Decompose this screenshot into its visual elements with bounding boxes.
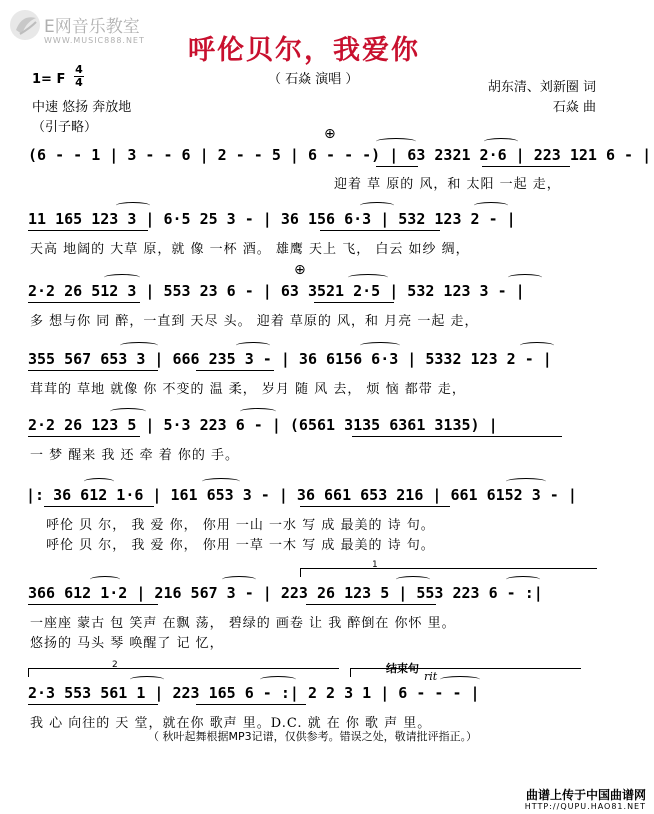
intro-note: （引子略） [32,120,98,135]
slur [116,202,150,209]
lyricist-credit: 胡东清、刘新圈 词 [487,80,596,95]
notation-line: 2·2 26 123 5 | 5·3 223 6 - | (6561 3135 6361 3135) | [28,416,498,434]
slur [260,676,296,683]
score-row-1 [0,146,654,170]
beam-line [44,506,154,507]
slur [348,274,388,281]
slur [90,576,120,583]
source-url[interactable]: HTTP://QUPU.HAO81.NET [524,802,646,811]
page-title: 呼伦贝尔，我爱你 [188,35,420,66]
lyric-line: 一座座 蒙古 包 笑声 在飘 荡， 碧绿的 画卷 让 我 醉倒在 你怀 里。 [30,616,456,631]
lyric-line: 呼伦 贝 尔， 我 爱 你， 你用 一山 一水 写 成 最美的 诗 句。 [46,518,435,533]
key-signature: 1= F [32,72,66,87]
lyric-line: 悠扬的 马头 琴 唤醒了 记 忆， [30,636,224,651]
notation-line: 355 567 653 3 | 666 235 3 - | 36 6156 6·3 | 5332 123 2 - | [28,350,552,368]
beam-line [300,506,450,507]
slur [520,342,554,349]
slur [506,576,540,583]
beam-line [28,604,158,605]
time-top: 4 [75,63,83,76]
slur [440,676,480,683]
beam-line [196,370,274,371]
singer-credit: （ 石焱 演唱 ） [268,72,359,87]
ending-label: 结束句 [386,662,419,675]
lyric-line: 多 想与你 同 醉，一直到 天尽 头。 迎着 草原的 风，和 月亮 一起 走， [30,314,479,329]
beam-line [196,704,306,705]
notation-line: (6 - - 1 | 3 - - 6 | 2 - - 5 | 6 - - -) | 63 2321 2·6 | 223 121 6 - | [28,146,652,164]
logo-mark [8,8,42,42]
score-row-8 [0,684,654,708]
score-row-3 [0,282,654,306]
slur [104,274,140,281]
slur [240,408,276,415]
slur [484,138,518,145]
score-row-2 [0,210,654,234]
volta-number: 1 [372,560,378,570]
beam-line [306,604,436,605]
lyric-line: 我 心 向往的 天 堂，就在你 歌声 里。D.C. 就 在 你 歌 声 里。 [30,716,432,731]
slur [360,342,400,349]
notation-line: 11 165 123 3 | 6·5 25 3 - | 36 156 6·3 | 532 123 2 - | [28,210,516,228]
time-signature [74,64,84,89]
notation-line: 2·2 26 512 3 | 553 23 6 - | 63 3521 2·5 | 532 123 3 - | [28,282,525,300]
lyric-line: 呼伦 贝 尔， 我 爱 你， 你用 一草 一木 写 成 最美的 诗 句。 [46,538,435,553]
beam-line [28,230,148,231]
slur [222,576,256,583]
logo-url: WWW.MUSIC888.NET [44,36,145,45]
slur [120,342,158,349]
lyric-line: 迎着 草 原的 风，和 太阳 一起 走， [334,177,561,192]
score-row-7 [0,584,654,608]
slur [236,342,270,349]
slur [202,478,240,485]
composer-credit: 石焱 曲 [552,100,596,115]
score-row-6 [0,486,654,510]
source-credit: 曲谱上传于中国曲谱网 [525,788,646,802]
time-bottom: 4 [75,76,83,89]
slur [506,478,546,485]
beam-line [352,436,562,437]
logo-swirl-icon [8,8,42,42]
beam-line [376,166,418,167]
logo-text: E网音乐教室 [44,17,140,37]
volta-number: 2 [112,660,118,670]
score-row-5 [0,416,654,440]
lyric-line: 一 梦 醒来 我 还 牵 着 你的 手。 [30,448,240,463]
beam-line [320,230,440,231]
beam-line [28,436,140,437]
lyric-line: 天高 地阔的 大草 原，就 像 一杯 酒。 雄鹰 天上 飞， 白云 如纱 绸， [30,242,470,257]
notation-line: |: 36 612 1·6 | 161 653 3 - | 36 661 653 216 | 661 6152 3 - | [26,486,577,504]
slur [84,478,114,485]
rit-marking: rit [424,670,438,683]
beam-line [314,302,394,303]
beam-line [28,704,158,705]
notation-line: 2·3 553 561 1 | 223 165 6 - :| 2 2 3 1 | 6 - - - | [28,684,480,702]
coda-symbol: ⊕ [294,262,306,278]
beam-line [482,166,570,167]
slur [474,202,508,209]
transcription-note: （ 秋叶起舞根据MP3记谱，仅供参考。错误之处，敬请批评指正。） [148,730,478,743]
slur [360,202,394,209]
volta-bracket-2 [28,668,339,677]
coda-symbol: ⊕ [324,126,336,142]
beam-line [28,302,140,303]
slur [130,676,164,683]
beam-line [28,370,158,371]
slur [376,138,416,145]
score-row-4 [0,350,654,374]
volta-bracket-1 [300,568,597,577]
notation-line: 366 612 1·2 | 216 567 3 - | 223 26 123 5 | 553 223 6 - :| [28,584,543,602]
slur [110,408,146,415]
tempo-marking: 中速 悠扬 奔放地 [32,100,132,115]
lyric-line: 茸茸的 草地 就像 你 不变的 温 柔， 岁月 随 风 去， 烦 恼 都带 走， [30,382,466,397]
slur [508,274,542,281]
slur [396,576,430,583]
